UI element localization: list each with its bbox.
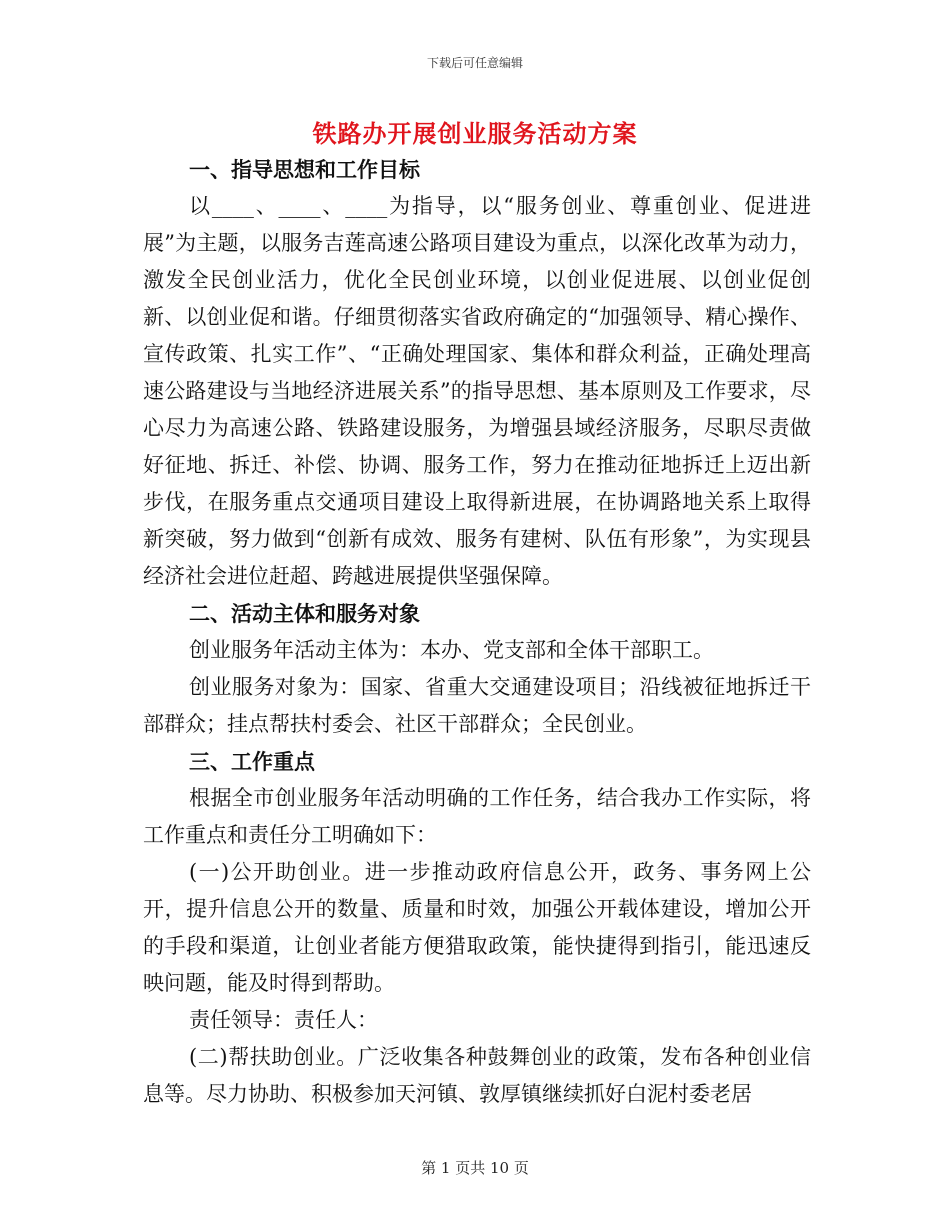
section3-intro: 根据全市创业服务年活动明确的工作任务，结合我办工作实际，将工作重点和责任分工明确如下： [143, 786, 811, 847]
section-heading-3: 三、工作重点 [189, 749, 315, 774]
document-body [143, 151, 811, 1113]
section2-paragraph-2: 创业服务对象为：国家、省重大交通建设项目；沿线被征地拆迁干部群众；挂点帮扶村委会、社区干部群众；全民创业。 [143, 675, 811, 736]
section3-item-1: (一)公开助创业。进一步推动政府信息公开，政务、事务网上公开，提升信息公开的数量、质量和时效，加强公开载体建设，增加公开的手段和渠道，让创业者能方便猎取政策，能快捷得到指引，能迅速反映问题，能及时得到帮助。 [143, 860, 811, 995]
document-title: 铁路办开展创业服务活动方案 [312, 119, 638, 148]
section-heading-2: 二、活动主体和服务对象 [189, 601, 420, 626]
page-footer-number: 第 1 页共 10 页 [421, 1159, 529, 1177]
page-header-note: 下载后可任意编辑 [426, 56, 523, 70]
section1-paragraph: 以____、____、____为指导，以“服务创业、尊重创业、促进进展”为主题，以服务吉莲高速公路项目建设为重点，以深化改革为动力，激发全民创业活力，优化全民创业环境，以创业促进展、以创业促创新、以创业促和谐。仔细贯彻落实省政府确定的“加强领导、精心操作、宣传政策、扎实工作”、“正确处理国家、集体和群众利益，正确处理高速公路建设与当地经济进展关系”的指导思想、基本原则及工作要求，尽心尽力为高速公路、铁路建设服务，为增强县域经济服务，尽职尽责做好征地、拆迁、补偿、协调、服务工作，努力在推动征地拆迁上迈出新步伐，在服务重点交通项目建设上取得新进展，在协调路地关系上取得新突破，努力做到“创新有成效、服务有建树、队伍有形象”，为实现县经济社会进位赶超、跨越进展提供坚强保障。 [143, 194, 811, 588]
section3-responsibility: 责任领导：责任人： [189, 1008, 378, 1032]
section-heading-1: 一、指导思想和工作目标 [189, 157, 420, 182]
section3-item-2: (二)帮扶助创业。广泛收集各种鼓舞创业的政策，发布各种创业信息等。尽力协助、积极参加天河镇、敦厚镇继续抓好白泥村委老居 [143, 1045, 811, 1106]
section2-paragraph-1: 创业服务年活动主体为：本办、党支部和全体干部职工。 [189, 638, 714, 662]
